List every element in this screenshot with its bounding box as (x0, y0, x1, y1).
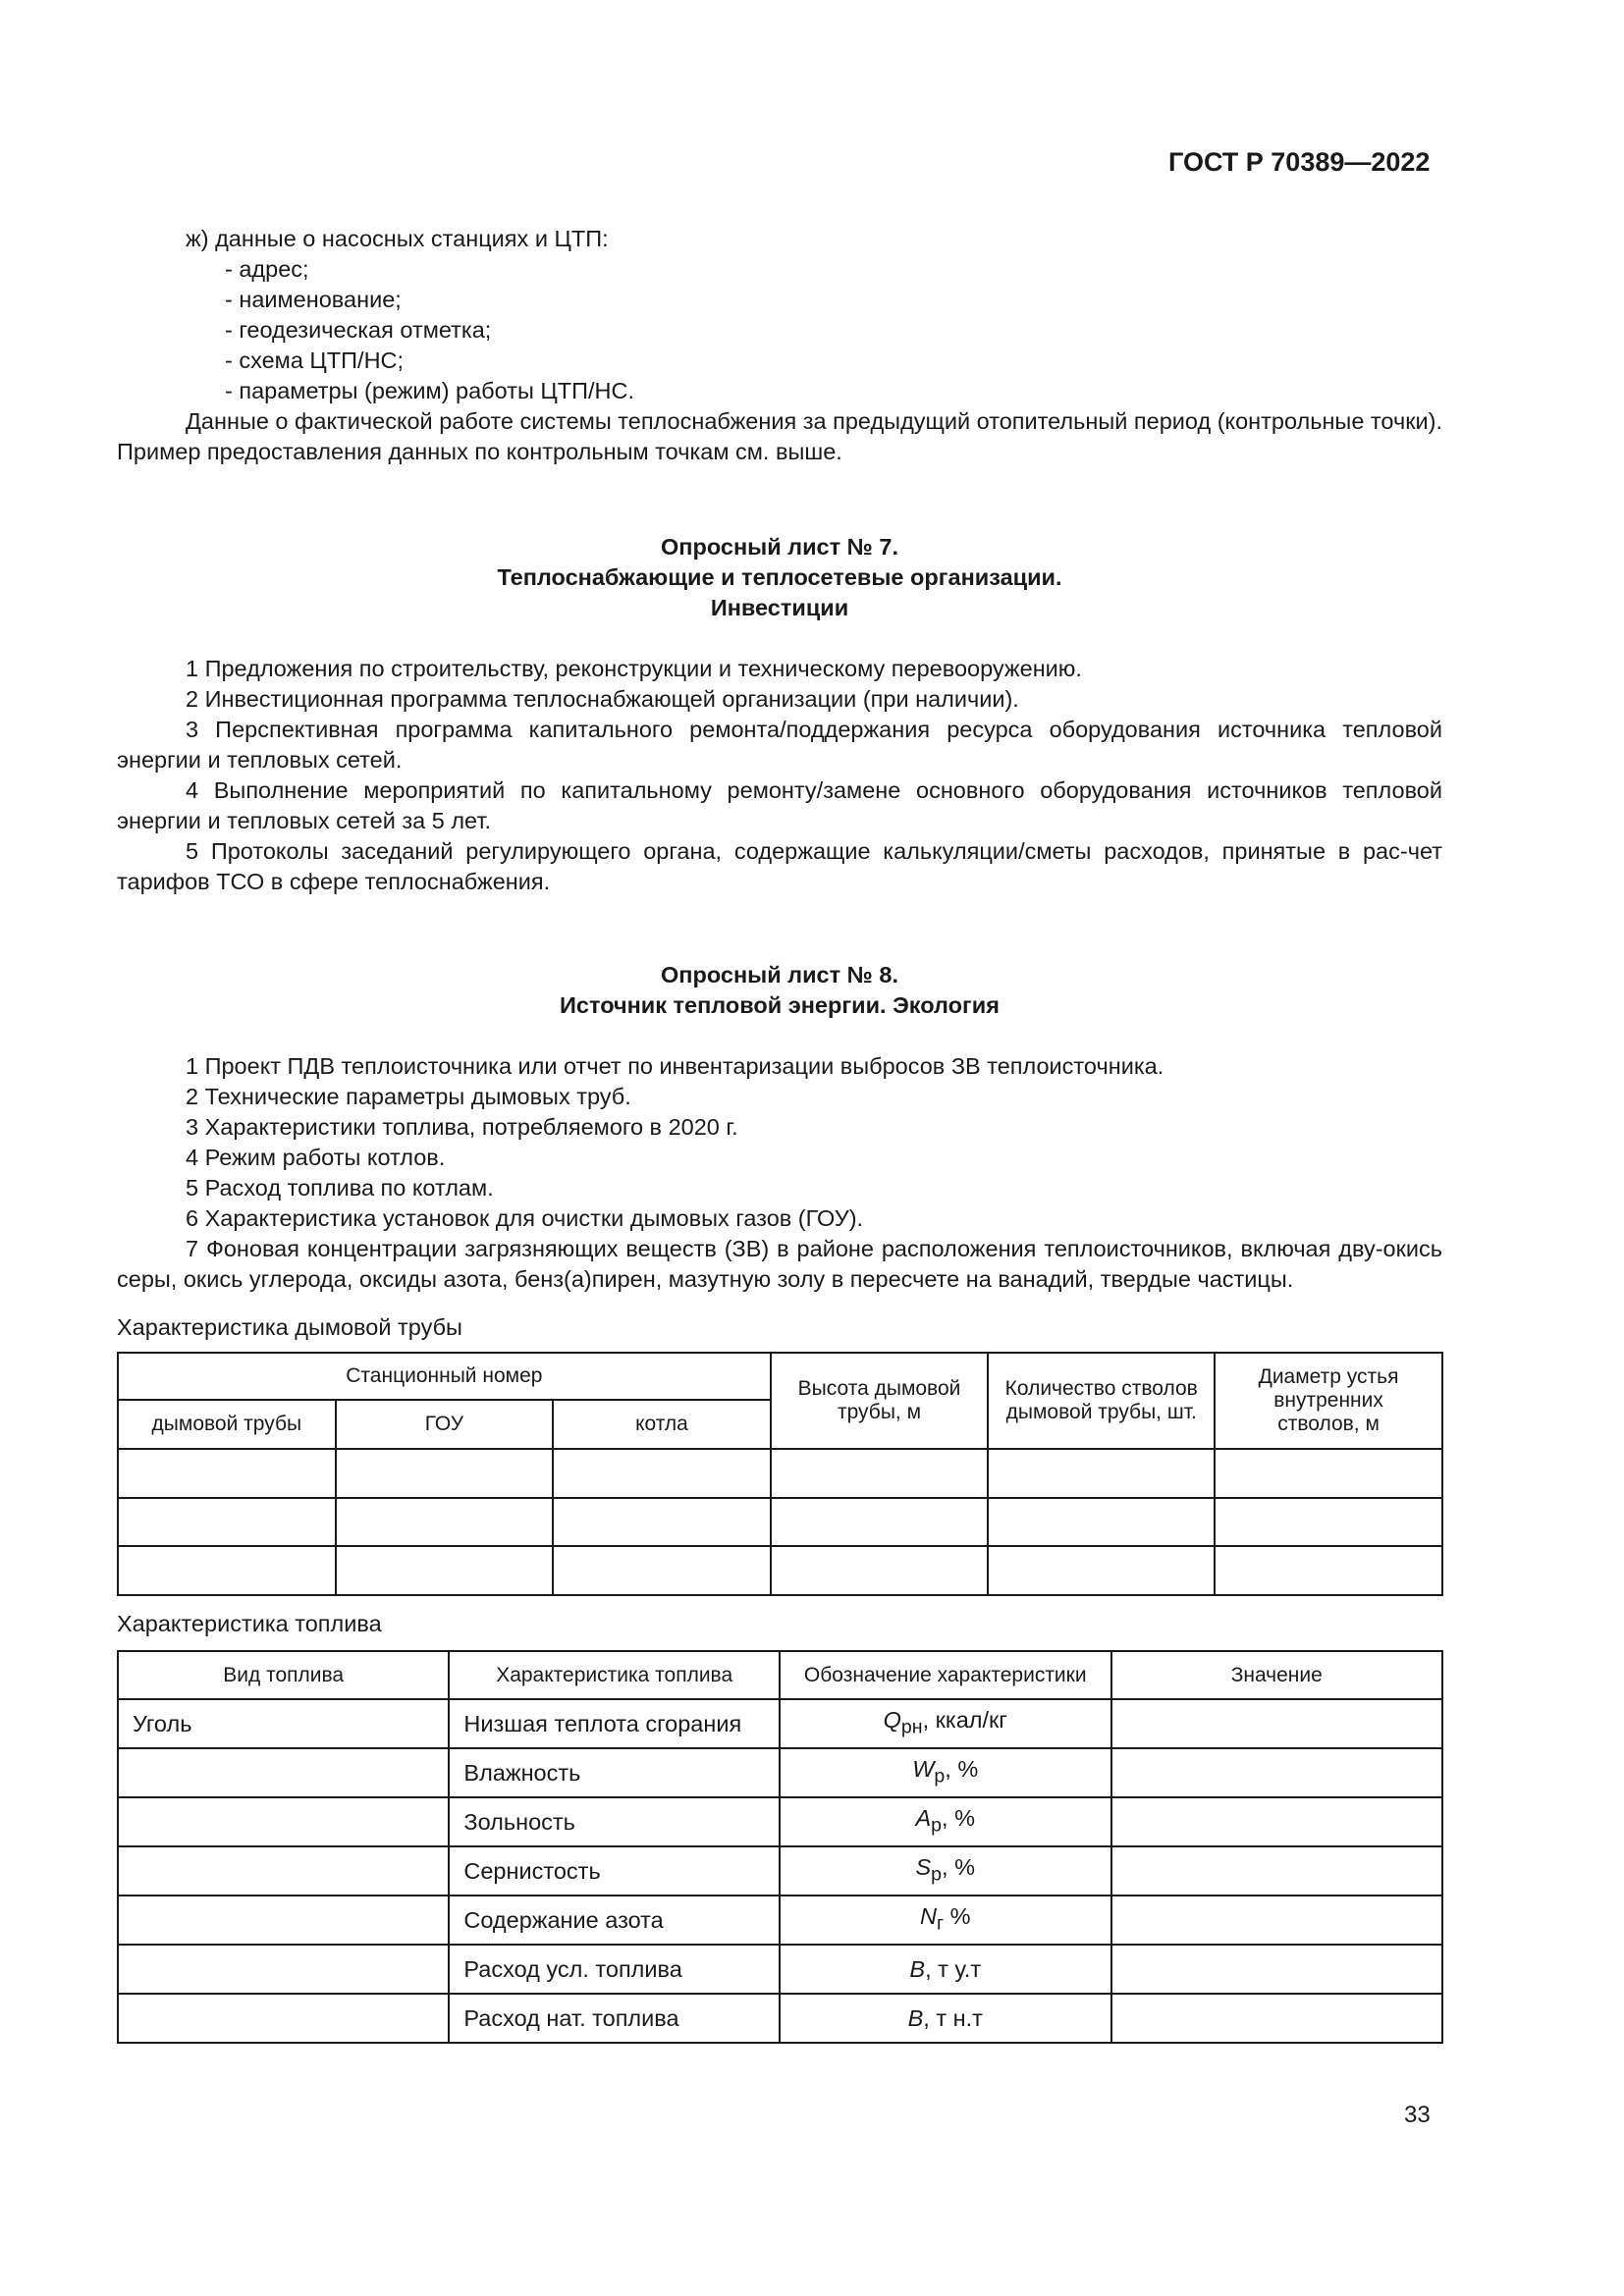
chimney-col-header: Количество стволов дымовой трубы, шт. (988, 1353, 1215, 1449)
symbol: N (919, 1903, 937, 1930)
fuel-symbol-cell (780, 1797, 1111, 1846)
table-row (118, 1846, 1442, 1896)
sheet7-item: 4 Выполнение мероприятий по капитальному ремонту/замене основного оборудования источников тепловой энергии и тепловых сетей за 5 лет. (117, 777, 1442, 833)
table-cell (988, 1449, 1215, 1498)
symbol: B (909, 1956, 926, 1982)
sheet8-item: 7 Фоновая концентрации загрязняющих веществ (ЗВ) в районе расположения теплоисточников, включая дву-окись серы, окись углерода, оксиды азота, бенз(а)пирен, мазутную золу в пересчете на ванадий, твердые частицы. (117, 1236, 1442, 1292)
sheet8-item: 1 Проект ПДВ теплоисточника или отчет по инвентаризации выбросов ЗВ теплоисточника. (186, 1053, 1164, 1079)
fuel-symbol-cell (780, 1994, 1111, 2043)
chimney-table (117, 1352, 1443, 1596)
fuel-symbol-cell (780, 1896, 1111, 1945)
fuel-table (117, 1650, 1443, 2044)
table2-caption: Характеристика топлива (117, 1611, 382, 1636)
fuel-char-cell: Расход нат. топлива (449, 1994, 780, 2043)
symbol: B (907, 2005, 924, 2031)
table-cell (771, 1498, 989, 1546)
symbol-unit: , т н.т (923, 2005, 983, 2031)
fuel-symbol-cell (780, 1945, 1111, 1994)
sheet7-item: 2 Инвестиционная программа теплоснабжающей организации (при наличии). (186, 686, 1019, 712)
symbol-subscript: р (931, 1814, 943, 1837)
sheet8-title-line: Опросный лист № 8. (661, 962, 898, 988)
table-cell (771, 1546, 989, 1595)
symbol: Q (883, 1707, 901, 1734)
table-cell (336, 1546, 554, 1595)
symbol-unit: , % (945, 1756, 979, 1783)
page-number: 33 (1404, 2102, 1431, 2128)
fuel-char-cell: Влажность (449, 1748, 780, 1797)
sheet7-items (117, 654, 1442, 897)
document-header: ГОСТ Р 70389—2022 (1168, 147, 1431, 177)
symbol-subscript: рн (900, 1716, 923, 1738)
sheet7-title-line: Опросный лист № 7. (661, 534, 898, 560)
chimney-sub-header: дымовой трубы (118, 1400, 336, 1449)
sheet8-item: 6 Характеристика установок для очистки дымовых газов (ГОУ). (186, 1205, 864, 1231)
sheet8-item: 2 Технические параметры дымовых труб. (186, 1084, 631, 1109)
table-cell (1215, 1449, 1442, 1498)
fuel-value-cell (1111, 1994, 1442, 2043)
fuel-type-cell: Уголь (118, 1699, 449, 1748)
fuel-type-cell (118, 1945, 449, 1994)
sheet8-title-line: Источник тепловой энергии. Экология (560, 992, 1000, 1018)
fuel-char-cell: Низшая теплота сгорания (449, 1699, 780, 1748)
table-cell (118, 1449, 336, 1498)
symbol-unit: , т у.т (925, 1956, 982, 1982)
intro-section (117, 224, 1442, 467)
sheet7-item: 1 Предложения по строительству, реконструкции и техническому перевооружению. (186, 656, 1082, 681)
fuel-value-cell (1111, 1748, 1442, 1797)
fuel-value-cell (1111, 1797, 1442, 1846)
symbol-subscript: г (936, 1912, 945, 1935)
sheet8-item: 5 Расход топлива по котлам. (186, 1175, 494, 1201)
sheet8-title (117, 960, 1442, 1021)
table-cell (118, 1498, 336, 1546)
intro-bullet: - адрес; (225, 256, 309, 282)
table1-caption: Характеристика дымовой трубы (117, 1314, 462, 1340)
table-cell (553, 1546, 771, 1595)
chimney-sub-header: котла (553, 1400, 771, 1449)
table-row (118, 1449, 1442, 1498)
chimney-sub-header: ГОУ (336, 1400, 554, 1449)
fuel-symbol-cell (780, 1699, 1111, 1748)
fuel-value-cell (1111, 1846, 1442, 1896)
intro-bullet: - параметры (режим) работы ЦТП/НС. (225, 378, 635, 403)
sheet7-item: 3 Перспективная программа капитального ремонта/поддержания ресурса оборудования источника тепловой энергии и тепловых сетей. (117, 717, 1442, 773)
table-cell (1215, 1498, 1442, 1546)
fuel-symbol-cell (780, 1748, 1111, 1797)
table-cell (988, 1498, 1215, 1546)
table-cell (553, 1449, 771, 1498)
sheet7-title (117, 532, 1442, 623)
table-cell (988, 1546, 1215, 1595)
intro-bullet: - геодезическая отметка; (225, 317, 492, 343)
intro-item: ж) данные о насосных станциях и ЦТП: (186, 226, 609, 251)
table-cell (1215, 1546, 1442, 1595)
chimney-col-header: Диаметр устья внутренних стволов, м (1215, 1353, 1442, 1449)
chimney-group-header: Станционный номер (118, 1353, 771, 1400)
table-row (118, 1797, 1442, 1846)
fuel-type-cell (118, 1797, 449, 1846)
fuel-col-header: Характеристика топлива (449, 1651, 780, 1699)
symbol-unit: % (944, 1903, 971, 1930)
fuel-col-header: Значение (1111, 1651, 1442, 1699)
sheet7-item: 5 Протоколы заседаний регулирующего органа, содержащие калькуляции/сметы расходов, принятые в рас-чет тарифов ТСО в сфере теплоснабжения. (117, 838, 1442, 894)
symbol: S (915, 1854, 932, 1881)
fuel-char-cell: Содержание азота (449, 1896, 780, 1945)
table-cell (118, 1546, 336, 1595)
intro-paragraph: Данные о фактической работе системы теплоснабжения за предыдущий отопительный период (контрольные точки). Пример предоставления данных по контрольным точкам см. выше. (117, 408, 1442, 464)
chimney-col-header: Высота дымовой трубы, м (771, 1353, 989, 1449)
sheet7-title-line: Теплоснабжающие и теплосетевые организации. (497, 564, 1062, 590)
table-cell (771, 1449, 989, 1498)
symbol-unit: , % (942, 1854, 976, 1881)
sheet8-items (117, 1051, 1442, 1295)
table-row (118, 1546, 1442, 1595)
table-row (118, 1994, 1442, 2043)
fuel-type-cell (118, 1748, 449, 1797)
fuel-value-cell (1111, 1896, 1442, 1945)
sheet8-item: 4 Режим работы котлов. (186, 1145, 446, 1170)
fuel-type-cell (118, 1846, 449, 1896)
table-cell (336, 1449, 554, 1498)
fuel-type-cell (118, 1896, 449, 1945)
sheet7-title-line: Инвестиции (710, 595, 849, 620)
symbol-unit: , ккал/кг (922, 1707, 1007, 1734)
fuel-char-cell: Расход усл. топлива (449, 1945, 780, 1994)
table-cell (336, 1498, 554, 1546)
fuel-char-cell: Сернистость (449, 1846, 780, 1896)
intro-bullet: - схема ЦТП/НС; (225, 347, 405, 373)
table-row (118, 1748, 1442, 1797)
fuel-type-cell (118, 1994, 449, 2043)
table-cell (553, 1498, 771, 1546)
table-row (118, 1945, 1442, 1994)
fuel-col-header: Обозначение характеристики (780, 1651, 1111, 1699)
symbol: A (915, 1805, 932, 1832)
intro-bullet: - наименование; (225, 287, 402, 312)
symbol-subscript: р (934, 1765, 946, 1788)
fuel-symbol-cell (780, 1846, 1111, 1896)
symbol-subscript: р (931, 1863, 943, 1886)
fuel-col-header: Вид топлива (118, 1651, 449, 1699)
table-row (118, 1699, 1442, 1748)
fuel-value-cell (1111, 1945, 1442, 1994)
fuel-value-cell (1111, 1699, 1442, 1748)
fuel-char-cell: Зольность (449, 1797, 780, 1846)
symbol: W (912, 1756, 935, 1783)
table-row (118, 1498, 1442, 1546)
table-row (118, 1896, 1442, 1945)
symbol-unit: , % (942, 1805, 976, 1832)
sheet8-item: 3 Характеристики топлива, потребляемого в 2020 г. (186, 1114, 738, 1140)
